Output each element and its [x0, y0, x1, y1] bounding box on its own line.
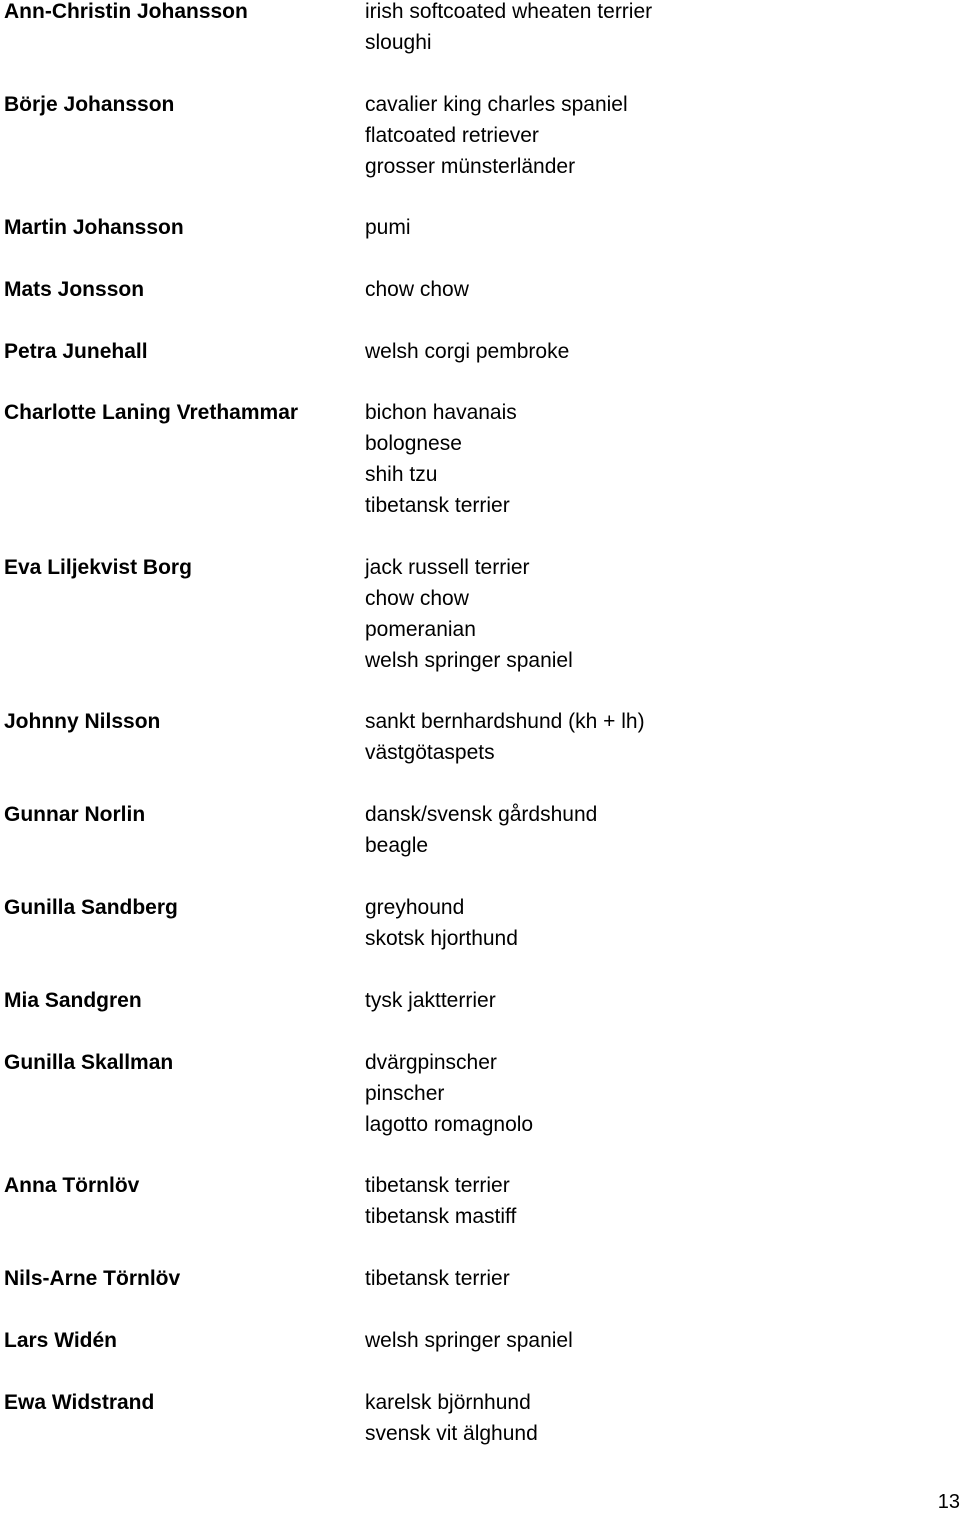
breed-list [365, 706, 645, 768]
breed-list [365, 892, 518, 954]
breed-item: welsh springer spaniel [365, 649, 573, 672]
breed-item: sankt bernhardshund (kh + lh) [365, 710, 645, 733]
breed-item: jack russell terrier [365, 556, 530, 579]
breed-item: greyhound [365, 896, 465, 919]
judge-name: Gunilla Sandberg [4, 896, 178, 919]
breed-item: bolognese [365, 432, 462, 455]
breed-list [365, 1170, 516, 1232]
breed-item: karelsk björnhund [365, 1391, 531, 1414]
breed-item: tibetansk terrier [365, 1267, 510, 1290]
breed-item: welsh springer spaniel [365, 1329, 573, 1352]
breed-item: pinscher [365, 1082, 445, 1105]
breed-item: chow chow [365, 278, 469, 301]
breed-item: tibetansk terrier [365, 1174, 510, 1197]
breed-item: bichon havanais [365, 401, 517, 424]
judge-name: Mia Sandgren [4, 989, 142, 1012]
breed-list [365, 274, 469, 305]
judge-name: Anna Törnlöv [4, 1174, 140, 1197]
judge-name: Gunnar Norlin [4, 803, 146, 826]
breed-list [365, 1387, 538, 1449]
breed-item: sloughi [365, 31, 432, 54]
breed-item: svensk vit älghund [365, 1422, 538, 1445]
breed-item: shih tzu [365, 463, 438, 486]
judge-name: Charlotte Laning Vrethammar [4, 401, 299, 424]
breed-list [365, 1047, 533, 1140]
breed-item: tibetansk terrier [365, 494, 510, 517]
judge-name: Nils-Arne Törnlöv [4, 1267, 181, 1290]
breed-list [365, 336, 569, 367]
breed-item: lagotto romagnolo [365, 1113, 534, 1136]
judge-name: Mats Jonsson [4, 278, 145, 301]
judge-name: Johnny Nilsson [4, 710, 161, 733]
judge-name: Ann-Christin Johansson [4, 0, 248, 23]
breed-list [365, 89, 628, 182]
breed-item: pumi [365, 216, 411, 239]
breed-list [365, 397, 517, 521]
breed-list [365, 1263, 510, 1294]
breed-item: dvärgpinscher [365, 1051, 497, 1074]
judge-name: Gunilla Skallman [4, 1051, 174, 1074]
breed-item: irish softcoated wheaten terrier [365, 0, 653, 23]
breed-list [365, 799, 597, 861]
breed-list [365, 212, 411, 243]
breed-item: chow chow [365, 587, 469, 610]
breed-item: skotsk hjorthund [365, 927, 518, 950]
breed-item: flatcoated retriever [365, 124, 539, 147]
breed-list [365, 985, 496, 1016]
page-number: 13 [937, 1491, 960, 1513]
breed-item: pomeranian [365, 618, 476, 641]
judge-name: Ewa Widstrand [4, 1391, 155, 1414]
breed-item: welsh corgi pembroke [365, 340, 570, 363]
judge-name: Eva Liljekvist Borg [4, 556, 192, 579]
breed-list [365, 552, 573, 676]
breed-list [365, 1325, 573, 1356]
judge-name: Börje Johansson [4, 93, 175, 116]
breed-item: grosser münsterländer [365, 155, 576, 178]
breed-item: tibetansk mastiff [365, 1205, 517, 1228]
breed-item: västgötaspets [365, 741, 495, 764]
judge-name: Lars Widén [4, 1329, 117, 1352]
breed-item: dansk/svensk gårdshund [365, 803, 598, 826]
breed-item: tysk jaktterrier [365, 989, 496, 1012]
breed-list [365, 0, 652, 58]
breed-item: cavalier king charles spaniel [365, 93, 628, 116]
judge-name: Petra Junehall [4, 340, 148, 363]
judge-name: Martin Johansson [4, 216, 184, 239]
breed-item: beagle [365, 834, 429, 857]
